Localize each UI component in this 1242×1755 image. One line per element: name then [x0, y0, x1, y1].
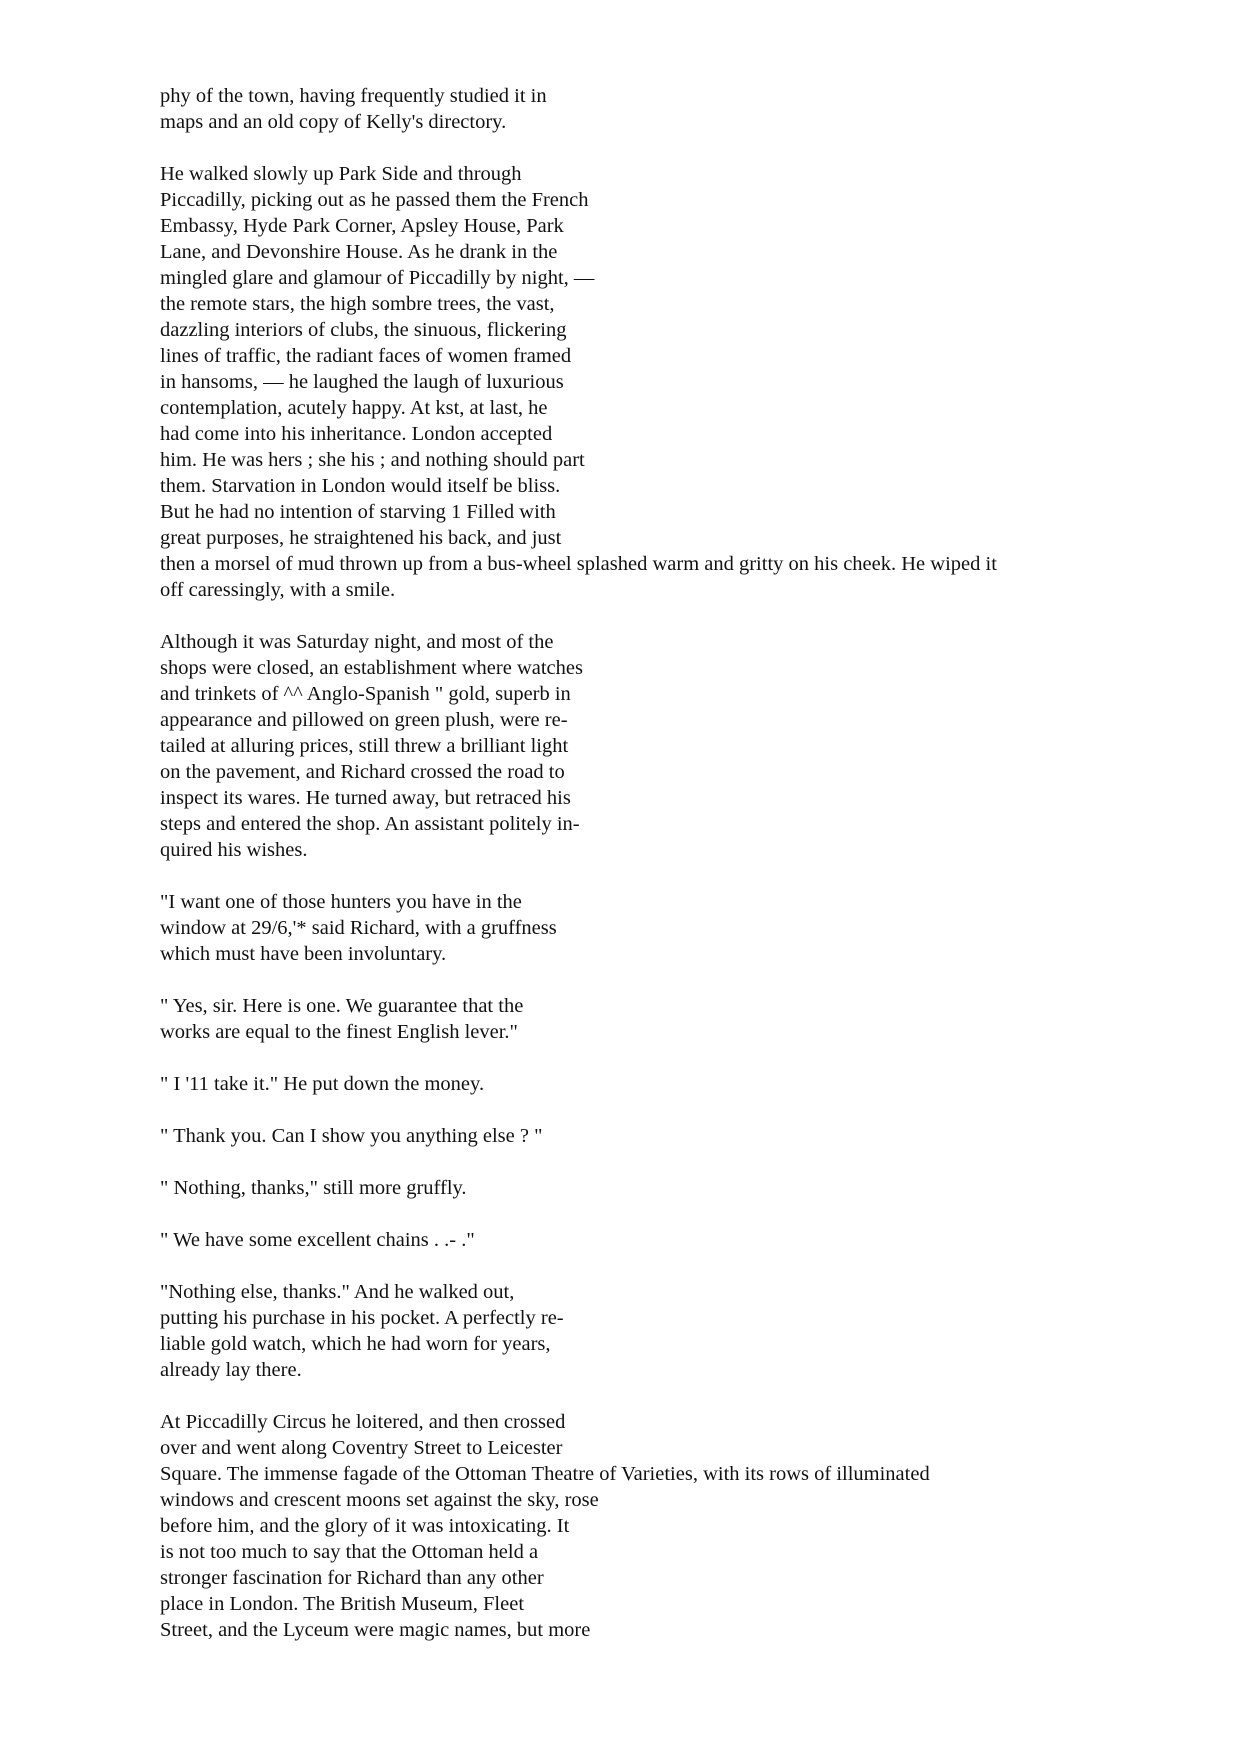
body-text: [160, 83, 1220, 1669]
text-line: Square. The immense fagade of the Ottoman Theatre of Varieties, with its rows of illuminated: [160, 1463, 930, 1485]
paragraph: [160, 1123, 1220, 1149]
text-line: mingled glare and glamour of Piccadilly by night, —: [160, 267, 595, 289]
paragraph: [160, 1279, 1220, 1383]
text-line: Embassy, Hyde Park Corner, Apsley House, Park: [160, 215, 564, 237]
paragraph: [160, 161, 1220, 603]
paragraph: [160, 629, 1220, 863]
text-line: Piccadilly, picking out as he passed them the French: [160, 189, 589, 211]
text-line: before him, and the glory of it was intoxicating. It: [160, 1515, 570, 1537]
text-line: them. Starvation in London would itself be bliss.: [160, 475, 561, 497]
text-line: him. He was hers ; she his ; and nothing should part: [160, 449, 585, 471]
text-line: stronger fascination for Richard than any other: [160, 1567, 544, 1589]
text-line: Lane, and Devonshire House. As he drank in the: [160, 241, 558, 263]
paragraph: [160, 83, 1220, 135]
paragraph: [160, 1227, 1220, 1253]
text-line: " We have some excellent chains . .- .": [160, 1229, 475, 1251]
text-line: maps and an old copy of Kelly's directory.: [160, 111, 507, 133]
text-line: window at 29/6,'* said Richard, with a gruffness: [160, 917, 557, 939]
text-line: over and went along Coventry Street to Leicester: [160, 1437, 563, 1459]
paragraph: [160, 993, 1220, 1045]
text-line: on the pavement, and Richard crossed the road to: [160, 761, 565, 783]
text-line: is not too much to say that the Ottoman held a: [160, 1541, 539, 1563]
text-line: "Nothing else, thanks." And he walked out,: [160, 1281, 515, 1303]
text-line: had come into his inheritance. London accepted: [160, 423, 553, 445]
text-line: contemplation, acutely happy. At kst, at last, he: [160, 397, 548, 419]
text-line: " I '11 take it." He put down the money.: [160, 1073, 485, 1095]
paragraph: [160, 1409, 1220, 1643]
text-line: putting his purchase in his pocket. A perfectly re-: [160, 1307, 564, 1329]
text-line: and trinkets of ^^ Anglo-Spanish " gold, superb in: [160, 683, 571, 705]
text-line: But he had no intention of starving 1 Filled with: [160, 501, 556, 523]
text-line: He walked slowly up Park Side and through: [160, 163, 522, 185]
text-line: great purposes, he straightened his back, and just: [160, 527, 562, 549]
text-line: steps and entered the shop. An assistant politely in-: [160, 813, 580, 835]
text-line: dazzling interiors of clubs, the sinuous, flickering: [160, 319, 567, 341]
text-line: " Yes, sir. Here is one. We guarantee that the: [160, 995, 524, 1017]
text-line: At Piccadilly Circus he loitered, and then crossed: [160, 1411, 566, 1433]
text-line: "I want one of those hunters you have in the: [160, 891, 522, 913]
text-line: the remote stars, the high sombre trees, the vast,: [160, 293, 555, 315]
text-line: works are equal to the finest English lever.": [160, 1021, 518, 1043]
text-line: off caressingly, with a smile.: [160, 579, 396, 601]
text-line: which must have been involuntary.: [160, 943, 447, 965]
text-line: appearance and pillowed on green plush, were re-: [160, 709, 568, 731]
text-line: place in London. The British Museum, Fleet: [160, 1593, 525, 1615]
text-line: " Nothing, thanks," still more gruffly.: [160, 1177, 467, 1199]
text-line: quired his wishes.: [160, 839, 308, 861]
paragraph: [160, 889, 1220, 967]
text-line: already lay there.: [160, 1359, 302, 1381]
text-line: liable gold watch, which he had worn for years,: [160, 1333, 551, 1355]
text-line: in hansoms, — he laughed the laugh of luxurious: [160, 371, 564, 393]
text-line: Although it was Saturday night, and most of the: [160, 631, 554, 653]
text-line: phy of the town, having frequently studied it in: [160, 85, 547, 107]
text-line: inspect its wares. He turned away, but retraced his: [160, 787, 571, 809]
text-line: " Thank you. Can I show you anything else ? ": [160, 1125, 543, 1147]
text-line: tailed at alluring prices, still threw a brilliant light: [160, 735, 569, 757]
text-line: Street, and the Lyceum were magic names, but more: [160, 1619, 591, 1641]
text-line: lines of traffic, the radiant faces of women framed: [160, 345, 572, 367]
paragraph: [160, 1071, 1220, 1097]
text-line: then a morsel of mud thrown up from a bus-wheel splashed warm and gritty on his cheek. He wiped it: [160, 553, 997, 575]
paragraph: [160, 1175, 1220, 1201]
text-line: shops were closed, an establishment where watches: [160, 657, 583, 679]
text-line: windows and crescent moons set against the sky, rose: [160, 1489, 599, 1511]
